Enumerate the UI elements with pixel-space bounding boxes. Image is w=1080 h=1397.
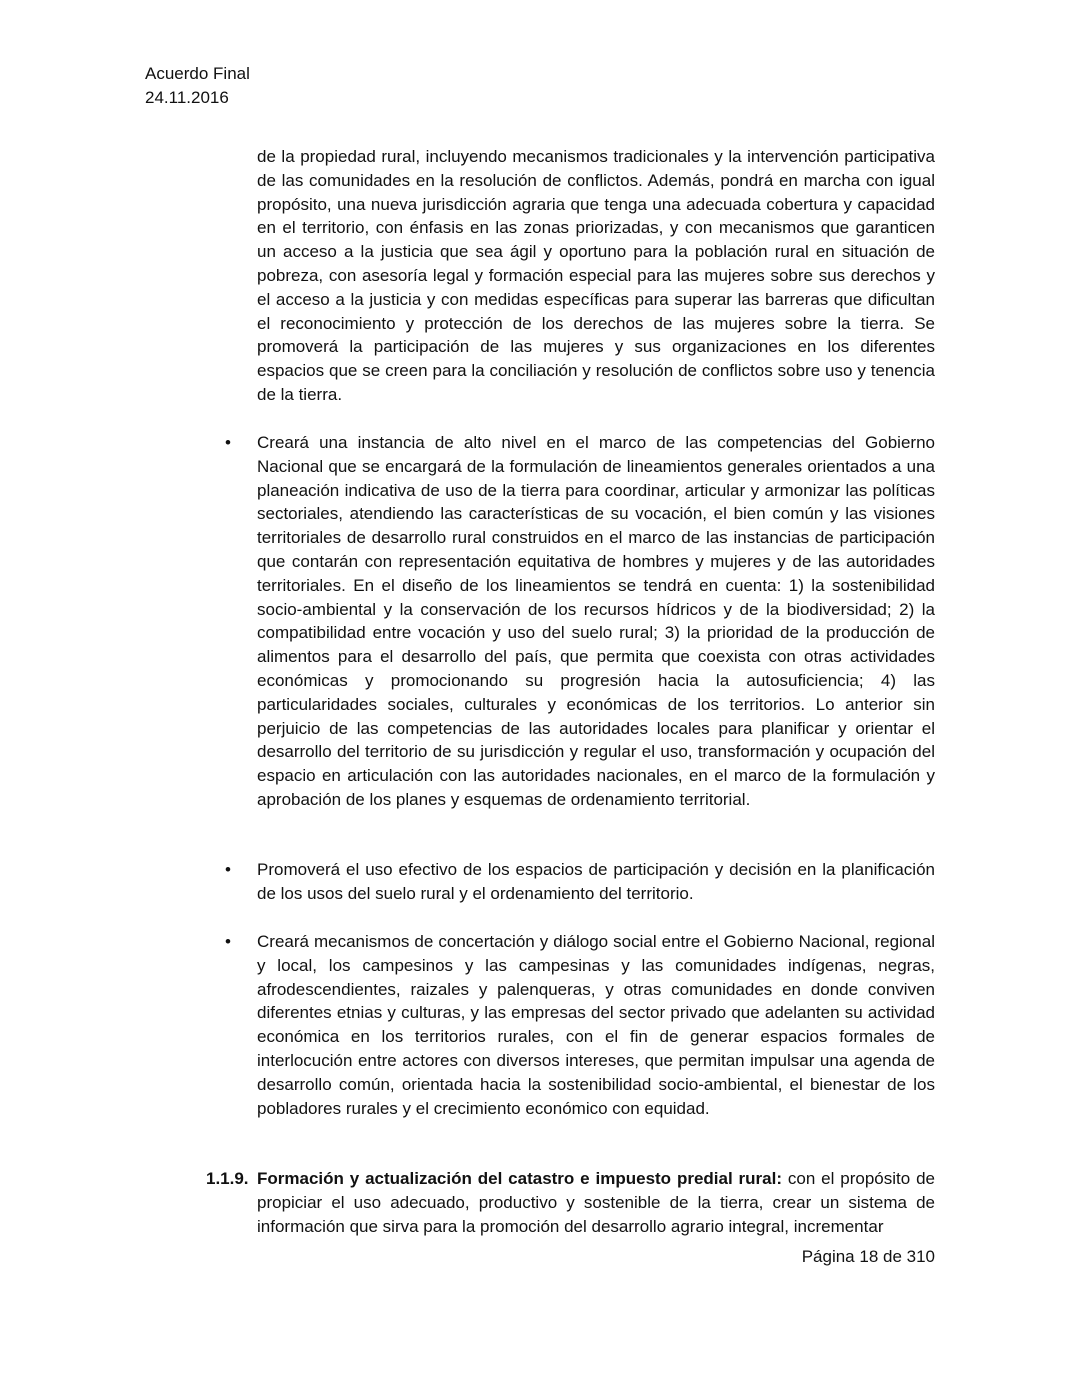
section-text: con el propósito de propiciar el uso adecuado, productivo y sostenible de la tierra, crear un sistema de información que sirva para la promoción del desarrollo agrario integral, incrementar — [257, 1169, 935, 1236]
list-item-text: Creará una instancia de alto nivel en el marco de las competencias del Gobierno Nacional que se encargará de la formulación de lineamientos generales orientados a una planeación indicativa de uso de la tierra para coordinar, articular y armonizar las políticas sectoriales, atendiendo las características de su vocación, el bien común y las visiones territoriales de desarrollo rural construidos en el marco de las instancias de participación que contarán con representación equitativa de hombres y mujeres y de las autoridades territoriales. En el diseño de los lineamientos se tendrá en cuenta: 1) la sostenibilidad socio-ambiental y la conservación de los recursos hídricos y de la biodiversidad; 2) la compatibilidad entre vocación y uso del suelo rural; 3) la prioridad de la producción de alimentos para el desarrollo del país, que permita que coexista con otras actividades económicas y promocionando su progresión hacia la autosuficiencia; 4) las particularidades sociales, culturales y económicas de los territorios. Lo anterior sin perjuicio de las competencias de las autoridades locales para planificar y orientar el desarrollo del territorio de su jurisdicción y regular el uso, transformación y ocupación del espacio en articulación con las autoridades nacionales, en el marco de la formulación y aprobación de los planes y esquemas de ordenamiento territorial. — [257, 433, 935, 809]
section-1-1-9 — [206, 1167, 935, 1238]
bullet-icon: • — [225, 860, 231, 879]
paragraph-continuation: de la propiedad rural, incluyendo mecanismos tradicionales y la intervención participativa de las comunidades en la resolución de conflictos. Además, pondrá en marcha con igual propósito, una nueva jurisdicción agraria que tenga una adecuada cobertura y capacidad en el territorio, con énfasis en las zonas priorizadas, y con mecanismos que garanticen un acceso a la justicia que sea ágil y oportuno para la población rural en situación de pobreza, con asesoría legal y formación especial para las mujeres sobre sus derechos y el acceso a la justicia y con medidas específicas para superar las barreras que dificultan el reconocimiento y protección de los derechos de las mujeres sobre la tierra. Se promoverá la participación de las mujeres y sus organizaciones en los diferentes espacios que se creen para la conciliación y resolución de conflictos sobre uso y tenencia de la tierra. — [257, 147, 935, 404]
page-number: Página 18 de 310 — [801, 1247, 935, 1266]
list-item — [225, 858, 935, 906]
section-body — [257, 1167, 935, 1238]
list-item-text: Creará mecanismos de concertación y diálogo social entre el Gobierno Nacional, regional y local, los campesinos y las campesinas y las comunidades indígenas, negras, afrodescendientes, raizales y palenqueras, y otras comunidades en donde conviven diferentes etnias y culturas, y las empresas del sector privado que adelanten su actividad económica en los territorios rurales, con el fin de generar espacios formales de interlocución entre actores con diversos intereses, que permitan impulsar una agenda de desarrollo común, orientada hacia la sostenibilidad socio-ambiental, el bienestar de los pobladores rurales y el crecimiento económico con equidad. — [257, 932, 935, 1118]
section-title: Formación y actualización del catastro e impuesto predial rural: — [257, 1169, 783, 1188]
document-date: 24.11.2016 — [145, 88, 229, 107]
list-item-text: Promoverá el uso efectivo de los espacios de participación y decisión en la planificación de los usos del suelo rural y el ordenamiento del territorio. — [257, 860, 935, 903]
document-header — [145, 62, 250, 110]
document-title: Acuerdo Final — [145, 64, 250, 83]
list-item — [225, 431, 935, 812]
bullet-icon: • — [225, 932, 231, 951]
section-number: 1.1.9. — [206, 1169, 249, 1188]
list-item — [225, 930, 935, 1120]
bullet-icon: • — [225, 433, 231, 452]
